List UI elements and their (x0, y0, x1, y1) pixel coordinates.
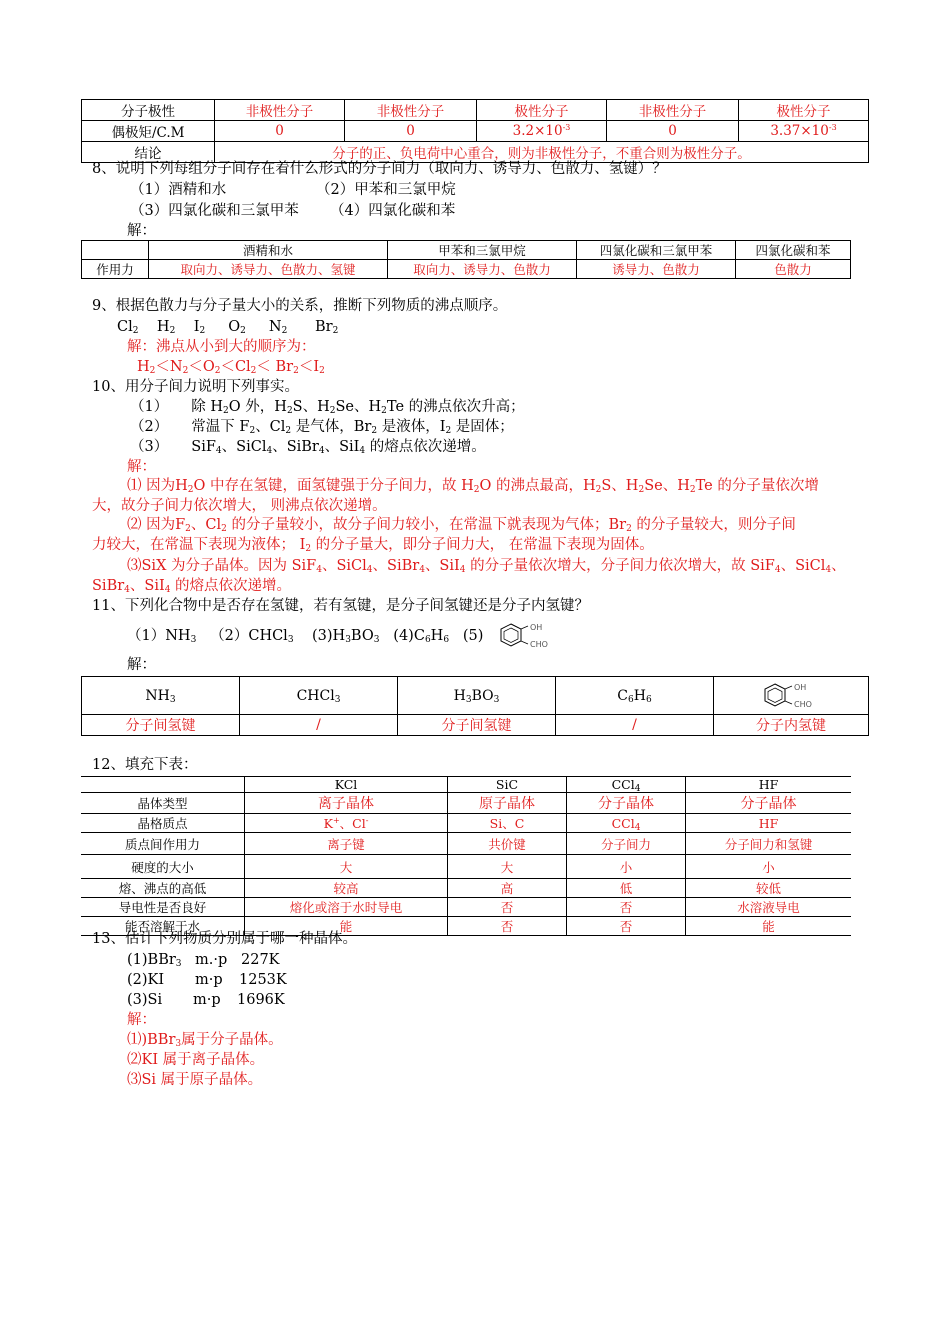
q10-item: （2） 常温下 $F_2$、$Cl_2$ 是气体，$Br_2$ 是液体，$I_2$ 是固体； (130, 419, 514, 436)
table-cell: 分子内氢键 (714, 715, 869, 736)
q13-title: 13、估计下列物质分别属于哪一种晶体。 (92, 931, 357, 947)
q13-item: (2)KI m·p 1253K (127, 972, 287, 988)
table-cell: KCl (245, 777, 448, 793)
q8-option: （1）酒精和水 (130, 182, 227, 198)
table-cell: 小 (686, 855, 852, 879)
q10-answer-2b: 力较大，在常温下表现为液体； $I_2$ 的分子量大，即分子间力大， 在常温下表现为固体。 (92, 537, 654, 554)
q10-item: （1） 除 $H_2O$ 外，$H_2S$、$H_2Se$、$H_2Te$ 的沸点依次升高； (130, 399, 525, 416)
q8-option: （2）甲苯和三氯甲烷 (316, 182, 456, 198)
table-row (81, 793, 851, 814)
svg-text:CHO: CHO (530, 640, 548, 649)
table-cell: 硬度的大小 (81, 855, 245, 879)
table-cell: 水溶液导电 (686, 898, 852, 917)
table-cell: 分子晶体 (567, 793, 686, 814)
q11-title: 11、下列化合物中是否存在氢键，若有氢键，是分子间氢键还是分子内氢键？ (92, 598, 589, 614)
formula: $H_2$ (156, 319, 176, 336)
table-row (81, 879, 851, 898)
formula: $Cl_2$ (117, 319, 139, 336)
table-cell: / (240, 715, 398, 736)
q12-table (81, 776, 851, 936)
table-cell: 酒精和水 (149, 241, 388, 260)
table-row (82, 241, 851, 260)
superscript: -3 (828, 123, 837, 132)
table-cell: 高 (448, 879, 567, 898)
table-cell: CCl$_4$ (567, 814, 686, 833)
q12-title: 12、填充下表： (92, 757, 198, 773)
value-text: 3.2×10 (512, 123, 563, 139)
formula: $Br_2$ (315, 319, 339, 336)
table-cell: CHCl$_3$ (240, 677, 398, 715)
table-cell: 熔化或溶于水时导电 (245, 898, 448, 917)
table-cell: 分子间氢键 (82, 715, 240, 736)
svg-text:OH: OH (530, 623, 543, 632)
table-cell: 分子间氢键 (398, 715, 556, 736)
table-cell: 诱导力、色散力 (577, 260, 736, 279)
answer-label: 解： (127, 1012, 156, 1028)
table-cell: 熔、沸点的高低 (81, 879, 245, 898)
table-cell: 四氯化碳和苯 (736, 241, 851, 260)
table-cell: 能 (686, 917, 852, 936)
q10-item: （3） SiF$_4$、SiCl$_4$、SiBr$_4$、SiI$_4$ 的熔点依次递增。 (130, 439, 486, 456)
table-cell: 作用力 (82, 260, 149, 279)
table-cell: 较低 (686, 879, 852, 898)
table-cell: 0 (607, 121, 739, 142)
table-cell: 小 (567, 855, 686, 879)
table-cell (82, 241, 149, 260)
q9-answer: 解：沸点从小到大的顺序为： (127, 339, 316, 355)
table-row (81, 777, 851, 793)
table-cell: 非极性分子 (607, 100, 739, 121)
table-cell (714, 677, 869, 715)
table-cell (739, 121, 869, 142)
table-cell: 能否溶解于水 (81, 917, 245, 936)
table-cell: K+、Cl- (245, 814, 448, 833)
q8-title: 8、说明下列每组分子间存在着什么形式的分子间力（取向力、诱导力、色散力、氢键）？ (92, 161, 667, 177)
table-cell: 导电性是否良好 (81, 898, 245, 917)
table-row (81, 833, 851, 855)
q10-answer-1b: 大，故分子间力依次增大， 则沸点依次递增。 (92, 498, 387, 514)
q13-item: (3)Si m·p 1696K (127, 992, 285, 1008)
q10-answer-2: ⑵ 因为$F_2$、$Cl_2$ 的分子量较小，故分子间力较小，在常温下就表现为气体；$Br_2$ 的分子量较大，则分子间 (127, 517, 796, 534)
table-cell: 离子键 (245, 833, 448, 855)
table-cell: 0 (215, 121, 345, 142)
formula: $I_2$ (193, 319, 206, 336)
table-cell: 分子晶体 (686, 793, 852, 814)
q8-option: （4）四氯化碳和苯 (330, 203, 456, 219)
table-cell: 取向力、诱导力、色散力、氢键 (149, 260, 388, 279)
superscript: -3 (562, 123, 571, 132)
answer-label: 解： (127, 459, 156, 475)
table-cell: 极性分子 (477, 100, 607, 121)
q11-options: $(1)NH_3$ （2）CHCl$_3$ $(3)H_3BO_3$ $(4)C_6H_6$ (5) (127, 628, 484, 645)
formula: $N_2$ (268, 319, 288, 336)
formula: $O_2$ (228, 319, 246, 336)
table-cell: 否 (448, 917, 567, 936)
table-cell: 否 (567, 917, 686, 936)
table-cell (81, 777, 245, 793)
value-text: 3.37×10 (770, 123, 829, 139)
q10-answer-3b: SiBr$_4$、SiI$_4$ 的熔点依次递增。 (92, 578, 292, 595)
table-cell: / (556, 715, 714, 736)
table-cell: 否 (567, 898, 686, 917)
table-cell: 晶格质点 (81, 814, 245, 833)
table-cell: 共价键 (448, 833, 567, 855)
table-cell: 四氯化碳和三氯甲苯 (577, 241, 736, 260)
svg-text:CHO: CHO (794, 699, 812, 709)
table-cell: 低 (567, 879, 686, 898)
table-cell: 晶体类型 (81, 793, 245, 814)
table-cell: $H_3BO_3$ (398, 677, 556, 715)
q13-answer: ⑴)BBr$_3$属于分子晶体。 (127, 1032, 283, 1049)
table-row (82, 677, 869, 715)
answer-label: 解： (127, 223, 156, 239)
table-cell: $NH_3$ (82, 677, 240, 715)
salicylaldehyde-structure (761, 680, 821, 712)
q10-answer-1: ⑴ 因为$H_2O$ 中存在氢键，面氢键强于分子间力，故 $H_2O$ 的沸点最高，$H_2S$、$H_2Se$、$H_2Te$ 的分子量依次增 (127, 478, 819, 495)
table-row (82, 100, 869, 121)
polarity-table (81, 99, 869, 163)
svg-text:OH: OH (794, 682, 807, 692)
table-cell: 0 (345, 121, 477, 142)
q9-substances (117, 317, 338, 337)
table-cell: 大 (245, 855, 448, 879)
table-cell: 偶极矩/C.M (82, 121, 215, 142)
q10-title: 10、用分子间力说明下列事实。 (92, 379, 299, 395)
q10-answer-3: ⑶SiX 为分子晶体。因为 SiF$_4$、SiCl$_4$、SiBr$_4$、SiI$_4$ 的分子量依次增大，分子间力依次增大，故 SiF$_4$、SiCl$_4$、 (127, 558, 846, 575)
table-row (81, 898, 851, 917)
table-cell: 分子的正、负电荷中心重合，则为非极性分子，不重合则为极性分子。 (215, 142, 869, 163)
table-cell: HF (686, 777, 852, 793)
table-cell: 大 (448, 855, 567, 879)
table-cell: 分子极性 (82, 100, 215, 121)
q9-order: $H_2<N_2<O_2<Cl_2< Br_2<I_2$ (137, 359, 325, 376)
table-cell: 结论 (82, 142, 215, 163)
table-cell: 甲苯和三氯甲烷 (388, 241, 577, 260)
table-cell: 离子晶体 (245, 793, 448, 814)
table-cell: 较高 (245, 879, 448, 898)
table-cell: 分子间力和氢键 (686, 833, 852, 855)
table-row (82, 260, 851, 279)
table-cell: 能 (245, 917, 448, 936)
table-row (82, 121, 869, 142)
table-cell: Si、C (448, 814, 567, 833)
q13-answer: ⑶Si 属于原子晶体。 (127, 1072, 263, 1088)
table-cell: 分子间力 (567, 833, 686, 855)
q11-table (81, 676, 869, 736)
table-cell: 否 (448, 898, 567, 917)
table-cell: 色散力 (736, 260, 851, 279)
table-cell: 取向力、诱导力、色散力 (388, 260, 577, 279)
q13-item: (1)BBr$_3$ m.·p 227K (127, 952, 280, 969)
table-cell: 非极性分子 (215, 100, 345, 121)
table-cell: 非极性分子 (345, 100, 477, 121)
table-row (81, 814, 851, 833)
q9-title: 9、根据色散力与分子量大小的关系，推断下列物质的沸点顺序。 (92, 298, 508, 314)
table-cell: 原子晶体 (448, 793, 567, 814)
salicylaldehyde-structure (497, 620, 557, 652)
table-cell: HF (686, 814, 852, 833)
answer-label: 解： (127, 657, 156, 673)
table-cell (477, 121, 607, 142)
table-cell: CCl$_4$ (567, 777, 686, 793)
q8-table (81, 240, 851, 279)
table-cell: 极性分子 (739, 100, 869, 121)
q8-option: （3）四氯化碳和三氯甲苯 (130, 203, 299, 219)
table-cell: SiC (448, 777, 567, 793)
q13-answer: ⑵KI 属于离子晶体。 (127, 1052, 265, 1068)
table-cell: 质点间作用力 (81, 833, 245, 855)
table-row (82, 715, 869, 736)
table-cell: $C_6H_6$ (556, 677, 714, 715)
table-row (81, 855, 851, 879)
